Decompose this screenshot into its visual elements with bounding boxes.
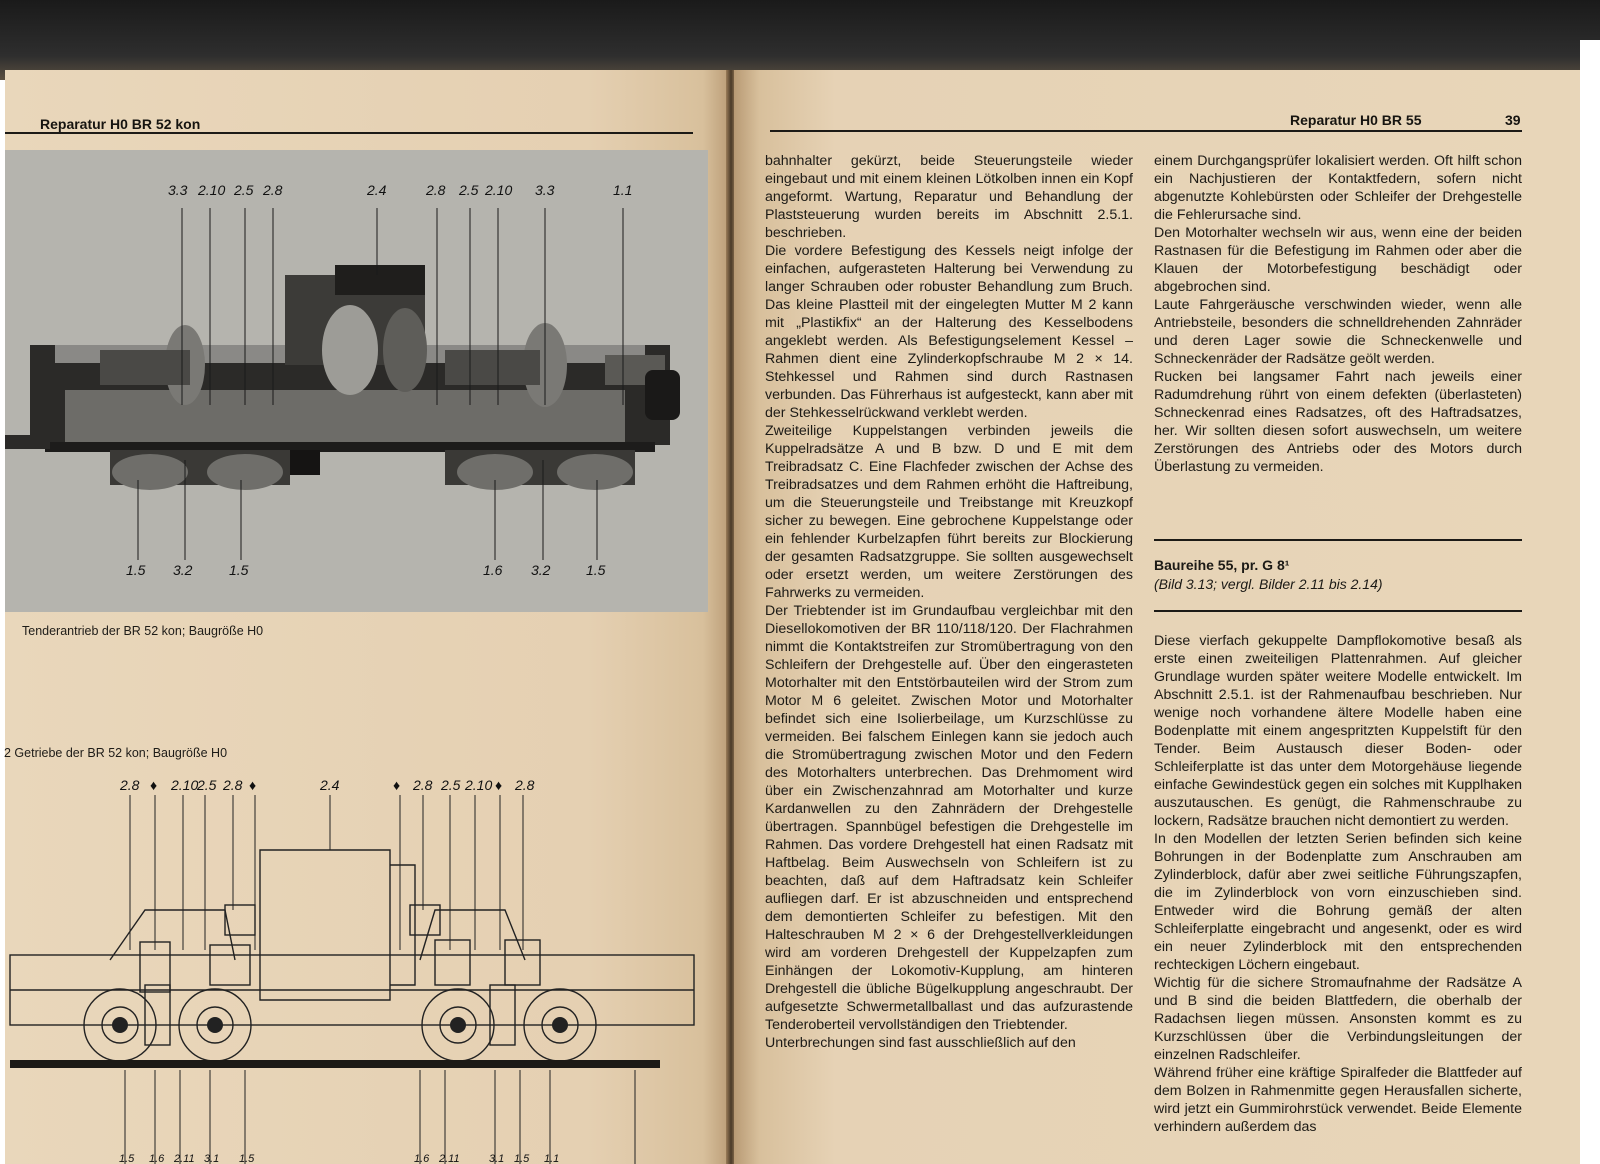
section-rule-bottom: [1154, 610, 1522, 612]
paragraph: Zweiteilige Kuppelstangen verbinden jeweils die Kuppelradsätze A und B bzw. D und E mit dem Treibradsatz C. Eine Flachfeder zwischen der Achse des Treibradsatzes und dem Rahmen erhöht die Haftreibung, um die Steuerungsteile und Treibstange mit Kreuzkopf sicher zu bewegen. Eine gebrochene Kuppelstange oder ein fehlender Kurbelzapfen führt bereits zur Blockierung der gesamten Radsatzgruppe. Sie sollten ausgewechselt oder ersetzt werden, um weitere Zerstörungen des Fahrwerks zu vermeiden.: [765, 423, 1133, 601]
gear-drawing: [5, 760, 705, 1164]
scan-margin: [1580, 40, 1600, 1164]
drawing-label-bottom: 3.1: [489, 1153, 505, 1164]
text-column-2-top: [1154, 152, 1522, 476]
drawing-label-bottom: 1.6: [414, 1153, 430, 1164]
photo-label: 2.8: [426, 182, 446, 198]
drawing-label: ♦: [150, 777, 158, 793]
drawing-label: ♦: [249, 777, 257, 793]
figure-caption-tenderantrieb: Tenderantrieb der BR 52 kon; Baugröße H0: [22, 624, 264, 638]
photo-label: 2.4: [367, 182, 387, 198]
drawing-label: 2.8: [413, 777, 433, 793]
drawing-label: 2.8: [120, 777, 140, 793]
photo-label: 2.10: [198, 182, 226, 198]
paragraph: Den Motorhalter wechseln wir aus, wenn eine der beiden Rastnasen für die Befestigung im Rahmen oder aber die Klauen der Motorbefestigung beschädigt oder abgebrochen sind.: [1154, 225, 1522, 295]
figure-caption-getriebe: 2 Getriebe der BR 52 kon; Baugröße H0: [4, 746, 228, 760]
photo-label: 2.8: [263, 182, 283, 198]
drawing-label-bottom: 2.11: [439, 1153, 460, 1164]
text-column-2-bottom: [1154, 632, 1522, 1136]
paragraph: bahnhalter gekürzt, beide Steuerungsteile wieder eingebaut und mit einem kleinen Lötkolben innen ein Kopf angeformt. Wartung, Reparatur und Behandlung der Plaststeuerung wurden bereits im Abschnitt 2.5.1. beschrieben.: [765, 153, 1133, 241]
photo-label: 3.3: [535, 182, 555, 198]
photo-label: 1.5: [126, 562, 146, 578]
drawing-label-bottom: 1.5: [119, 1153, 135, 1164]
section-rule-top: [1154, 539, 1522, 541]
drawing-label: ♦: [393, 777, 401, 793]
drawing-label: 2.8: [223, 777, 243, 793]
section-refs: (Bild 3.13; vergl. Bilder 2.11 bis 2.14): [1154, 576, 1383, 592]
paragraph: Wichtig für die sichere Stromaufnahme der Radsätze A und B sind die beiden Blattfedern, die oberhalb der Radachsen liegen müssen. Ansonsten kommt es zu Kurzschlüssen über die Verbindungsleitungen der einzelnen Radschleifer.: [1154, 975, 1522, 1063]
paragraph: einem Durchgangsprüfer lokalisiert werden. Oft hilft schon ein Nachjustieren der Kontaktfedern, sofern nicht abgenutzte Kohlebürsten oder Schleifer der Drehgestelle die Fehlerursache sind.: [1154, 153, 1522, 223]
drawing-label-bottom: 1.1: [544, 1153, 560, 1164]
drawing-label: 2.8: [515, 777, 535, 793]
paragraph: Während früher eine kräftige Spiralfeder die Blattfeder auf dem Bolzen in Rahmenmitte gegen Herausfallen sicherte, wird jetzt ein Gummirohrstück verwendet. Beide Elemente verhindern außerdem das: [1154, 1065, 1522, 1135]
drawing-label: 2.10: [171, 777, 199, 793]
paragraph: Diese vierfach gekuppelte Dampflokomotive besaß als erste einen zweiteiligen Plattenrahmen. Auf gleicher Grundlage wurden später weitere Modelle entwickelt. Im Abschnitt 2.5.1. ist der Rahmenaufbau beschrieben. Nur wenige noch vorhandene ältere Modelle haben eine Bodenplatte mit einem angespritzten Kuppelstift für den Tender. Beim Austausch dieser Boden- oder Schleiferplatte ist das unter dem Motorgehäuse liegende einfache Gewindestück gegen ein solches mit Kupplhaken auszutauschen. Es genügt, die Rahmenschraube zu lockern, Radsätze brauchen nicht demontiert zu werden.: [1154, 633, 1522, 829]
scanner-background: [0, 0, 1600, 80]
drawing-label: 2.10: [465, 777, 493, 793]
paragraph: Unterbrechungen sind fast ausschließlich auf den: [765, 1035, 1076, 1051]
page-number: 39: [1505, 112, 1521, 128]
text-column-1: [765, 152, 1133, 1052]
drawing-label-bottom: 1.5: [514, 1153, 530, 1164]
photo-label: 1.5: [586, 562, 606, 578]
photo-label: 2.5: [459, 182, 479, 198]
drawing-label: 2.5: [197, 777, 217, 793]
left-header-rule: [5, 132, 693, 134]
paragraph: In den Modellen der letzten Serien befinden sich keine Bohrungen in der Bodenplatte zum Anschrauben am Zylinderblock, dafür aber zwei seitliche Führungszapfen, die im Zylinderblock von vorn einzuschieben sind. Entweder wird die Bohrung gemäß der alten Schleiferplatte eingebracht und angesenkt, oder es wird ein neuer Zylinderblock mit den entsprechenden rechteckigen Löchern eingebaut.: [1154, 831, 1522, 973]
paragraph: Die vordere Befestigung des Kessels neigt infolge der einfachen, aufgerasteten Halterung bei Verwendung zu langer Schrauben oder robuster Behandlung zum Bruch. Das kleine Plastteil mit der eingelegten Mutter M 2 kann mit „Plastikfix“ an der Halterung des Kesselbodens angeklebt werden. Als Befestigungselement Kessel – Rahmen dient eine Zylinderkopfschraube M 2 × 14. Stehkessel und Rahmen sind durch Rastnasen verbunden. Das Führerhaus ist aufgesteckt, kann aber mit der Stehkesselrückwand verklebt werden.: [765, 243, 1133, 421]
tender-drive-photo: [5, 150, 708, 612]
photo-label: 1.6: [483, 562, 503, 578]
drawing-label-bottom: 3.1: [204, 1153, 220, 1164]
right-running-head: Reparatur H0 BR 55: [1290, 112, 1422, 128]
paragraph: Laute Fahrgeräusche verschwinden wieder, wenn alle Antriebsteile, besonders die schnelldrehenden Zahnräder und deren Lager sowie die Schneckenwelle und Schneckenräder der Radsätze geölt werden.: [1154, 297, 1522, 367]
photo-label: 3.2: [531, 562, 551, 578]
left-running-head: Reparatur H0 BR 52 kon: [40, 116, 201, 132]
drawing-label-bottom: 1.5: [239, 1153, 255, 1164]
right-header-rule: [770, 130, 1522, 132]
drawing-label: ♦: [495, 777, 503, 793]
paragraph: Rucken bei langsamer Fahrt nach jeweils einer Radumdrehung rührt von einem defekten (überlasteten) Schneckenrad eines Radsatzes, oft des Haftradsatzes, her. Wir sollten diesen sofort auswechseln, um weitere Zerstörungen des Antriebs oder des Motors durch Überlastung zu vermeiden.: [1154, 369, 1522, 475]
drawing-label: 2.5: [441, 777, 461, 793]
photo-label: 1.5: [229, 562, 249, 578]
paragraph: Der Triebtender ist im Grundaufbau vergleichbar mit den Diesellokomotiven der BR 110/118/120. Der Flachrahmen nimmt die Kontaktstreifen zur Stromübertragung von den Schleifern der Drehgestelle auf. Über den eingerasteten Motorhalter mit den Entstörbauteilen wird der Strom zum Motor M 6 geleitet. Zwischen Motor und Motorhalter befindet sich eine Isolierbeilage, um Kurzschlüsse zu vermeiden. Bei falschem Einlegen kann sie jedoch auch die Stromübertragung zwischen Motor und den Federn des Motorhalters unterbrechen. Das Drehmoment wird über ein Zwischenzahnrad am Motorhalter und kurze Kardanwellen zu den Zahnrädern der Drehgestelle übertragen. Spannbügel befestigen die Drehgestelle im Rahmen. Das vordere Drehgestell hat einen Radsatz mit Haftbelag. Beim Auswechseln von Schleifern ist zu beachten, daß auf dem Haftradsatz kein Schleifer aufliegen darf. Er ist abzuschneiden und entsprechend dem demontierten Schleifer zu befestigen. Mit den Halteschrauben M 2 × 6 der Drehgestellverkleidungen wird am vorderen Drehgestell der Kuppelzapfen zum Einhängen der Lokomotiv-Kupplung, am hinteren Drehgestell die übliche Bügelkupplung angeschraubt. Der aufgesetzte Schwermetallballast und das aufzurastende Tenderoberteil vervollständigen den Triebtender.: [765, 603, 1133, 1033]
section-title: Baureihe 55, pr. G 8¹: [1154, 557, 1290, 573]
drawing-label-bottom: 2.11: [174, 1153, 195, 1164]
drawing-label-bottom: 1.6: [149, 1153, 165, 1164]
photo-label: 2.10: [485, 182, 513, 198]
photo-label: 2.5: [234, 182, 254, 198]
photo-label: 3.3: [168, 182, 188, 198]
photo-label: 3.2: [173, 562, 193, 578]
drawing-label: 2.4: [320, 777, 340, 793]
photo-label: 1.1: [613, 182, 633, 198]
